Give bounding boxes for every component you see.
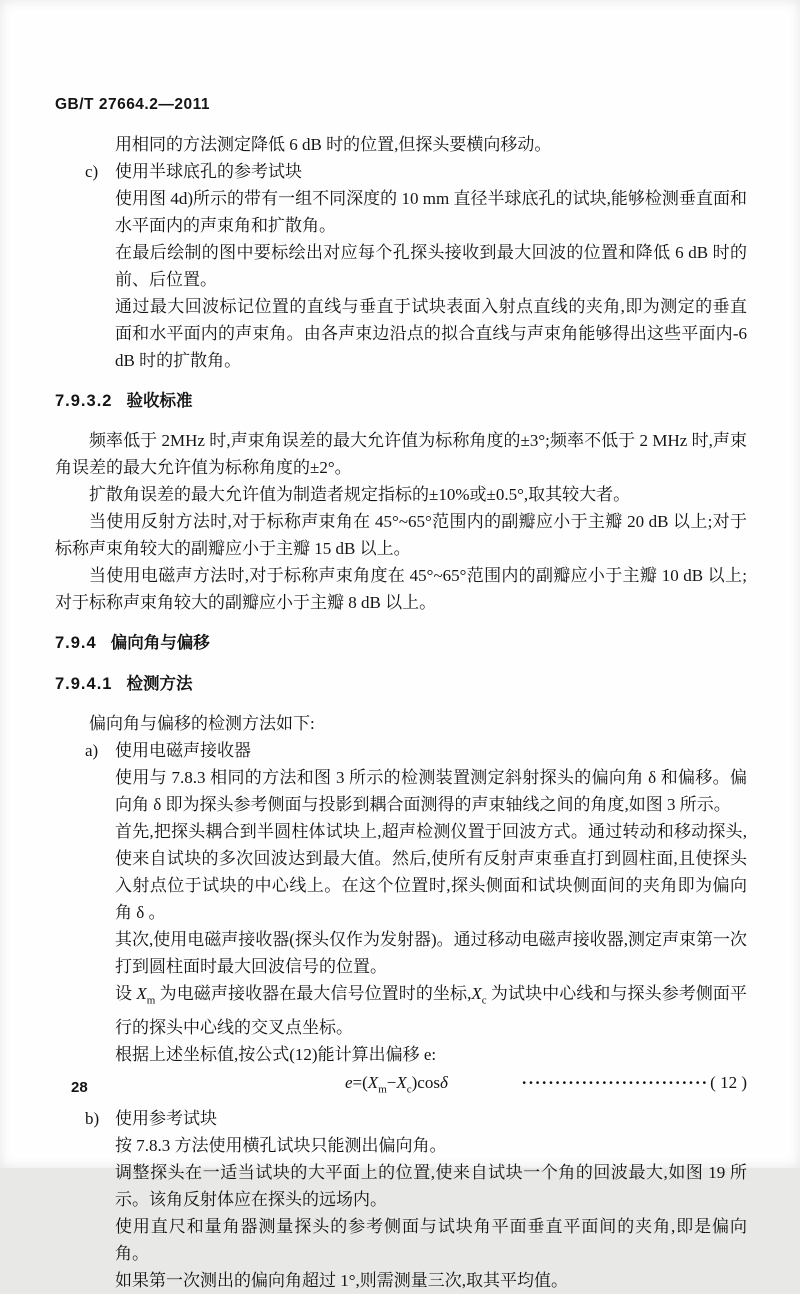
paragraph: 扩散角误差的最大允许值为制造者规定指标的±10%或±0.5°,取其较大者。: [89, 485, 631, 504]
variable-xm: X: [367, 1073, 379, 1093]
page-content: [55, 96, 747, 1294]
paragraph: 按 7.8.3 方法使用横孔试块只能测出偏向角。: [115, 1135, 447, 1155]
variable-delta: δ: [439, 1073, 448, 1093]
list-item-a-title: 使用电磁声接收器: [115, 741, 251, 760]
paragraph: 当使用反射方法时,对于标称声束角在 45°~65°范围内的副瓣应小于主瓣 20 dB 以上;对于标称声束角较大的副瓣应小于主瓣 15 dB 以上。: [55, 512, 747, 558]
operator-minus: −: [386, 1073, 397, 1093]
text-segment: 为试块中心线和与探头参考侧面平行的探头中心线的交叉点坐标。: [115, 984, 748, 1038]
list-item-b: [55, 1105, 747, 1294]
variable-xc: X: [471, 984, 482, 1003]
formula-number: ( 12 ): [710, 1073, 747, 1093]
paragraph: 首先,把探头耦合到半圆柱体试块上,超声检测仪置于回波方式。通过转动和移动探头,使来自试块的多次回波达到最大值。然后,使所有反射声束垂直打到圆柱面,且使探头入射点位于试块的中心线上。在这个位置时,探头侧面和试块侧面间的夹角即为偏向角 δ 。: [115, 822, 747, 922]
doc-number: GB/T 27664.2—2011: [55, 96, 210, 113]
section-heading-7-9-4: [55, 630, 747, 657]
paragraph: 使用直尺和量角器测量探头的参考侧面与试块角平面垂直平面间的夹角,即是偏向角。: [115, 1216, 747, 1263]
paragraph: 如果第一次测出的偏向角超过 1°,则需测量三次,取其平均值。: [115, 1270, 569, 1290]
paragraph: 频率低于 2MHz 时,声束角误差的最大允许值为标称角度的±3°;频率不低于 2 MHz 时,声束角误差的最大允许值为标称角度的±2°。: [55, 431, 747, 477]
text-segment: 为电磁声接收器在最大信号位置时的坐标,: [155, 984, 472, 1003]
variable-xc: X: [396, 1073, 407, 1093]
section-heading-7-9-3-2: [55, 388, 747, 415]
paragraph: 当使用电磁声方法时,对于标称声束角度在 45°~65°范围内的副瓣应小于主瓣 10 dB 以上;对于标称声束角较大的副瓣应小于主瓣 8 dB 以上。: [55, 566, 747, 612]
paragraph: 使用图 4d)所示的带有一组不同深度的 10 mm 直径半球底孔的试块,能够检测垂直面和水平面内的声束角和扩散角。: [115, 189, 747, 235]
subscript-c: c: [406, 1083, 412, 1096]
continuation-paragraph: 用相同的方法测定降低 6 dB 时的位置,但探头要横向移动。: [115, 135, 552, 154]
subscript-c: c: [481, 994, 487, 1007]
page-number: 28: [71, 1079, 88, 1096]
subscript-m: m: [146, 994, 156, 1007]
operator: =(: [352, 1073, 368, 1093]
heading-title: 偏向角与偏移: [110, 634, 210, 652]
paragraph: 其次,使用电磁声接收器(探头仅作为发射器)。通过移动电磁声接收器,测定声束第一次打到圆柱面时最大回波信号的位置。: [115, 930, 747, 976]
formula-12: [55, 1069, 747, 1103]
list-item-c-label: c): [85, 162, 99, 181]
paragraph: 使用与 7.8.3 相同的方法和图 3 所示的检测装置测定斜射探头的偏向角 δ 和偏移。偏向角 δ 即为探头参考侧面与投影到耦合面测得的声束轴线之间的角度,如图 3 所示。: [115, 768, 747, 814]
heading-title: 验收标准: [126, 392, 193, 410]
list-item-b-title: 使用参考试块: [115, 1108, 217, 1128]
heading-number: 7.9.3.2: [55, 392, 113, 410]
section-intro: 偏向角与偏移的检测方法如下:: [89, 714, 315, 733]
paragraph: 通过最大回波标记位置的直线与垂直于试块表面入射点直线的夹角,即为测定的垂直面和水平面内的声束角。由各声束边沿点的拟合直线与声束角能够得出这些平面内-6 dB 时的扩散角。: [115, 297, 747, 370]
section-heading-7-9-4-1: [55, 671, 747, 698]
formula-expression: [345, 1069, 448, 1103]
operator-cos: )cos: [411, 1073, 440, 1093]
variable-e: e: [345, 1073, 353, 1093]
list-item-b-label: b): [85, 1108, 100, 1128]
paragraph: 在最后绘制的图中要标绘出对应每个孔探头接收到最大回波的位置和降低 6 dB 时的前、后位置。: [115, 243, 747, 289]
list-item-c-title: 使用半球底孔的参考试块: [115, 162, 302, 181]
heading-number: 7.9.4.1: [55, 675, 113, 693]
formula-intro: 根据上述坐标值,按公式(12)能计算出偏移 e:: [115, 1045, 437, 1065]
dot-leader: ····························: [521, 1073, 709, 1093]
subscript-m: m: [378, 1083, 387, 1096]
coordinates-paragraph: [115, 980, 747, 1041]
list-item-a: [55, 737, 747, 1068]
list-item-c: [55, 158, 747, 374]
text-segment: 设: [115, 984, 137, 1003]
heading-title: 检测方法: [126, 675, 193, 693]
heading-number: 7.9.4: [55, 634, 97, 652]
paragraph: 调整探头在一适当试块的大平面上的位置,使来自试块一个角的回波最大,如图 19 所示。该角反射体应在探头的远场内。: [115, 1162, 747, 1209]
list-item-a-label: a): [85, 741, 99, 760]
variable-xm: X: [136, 984, 147, 1003]
